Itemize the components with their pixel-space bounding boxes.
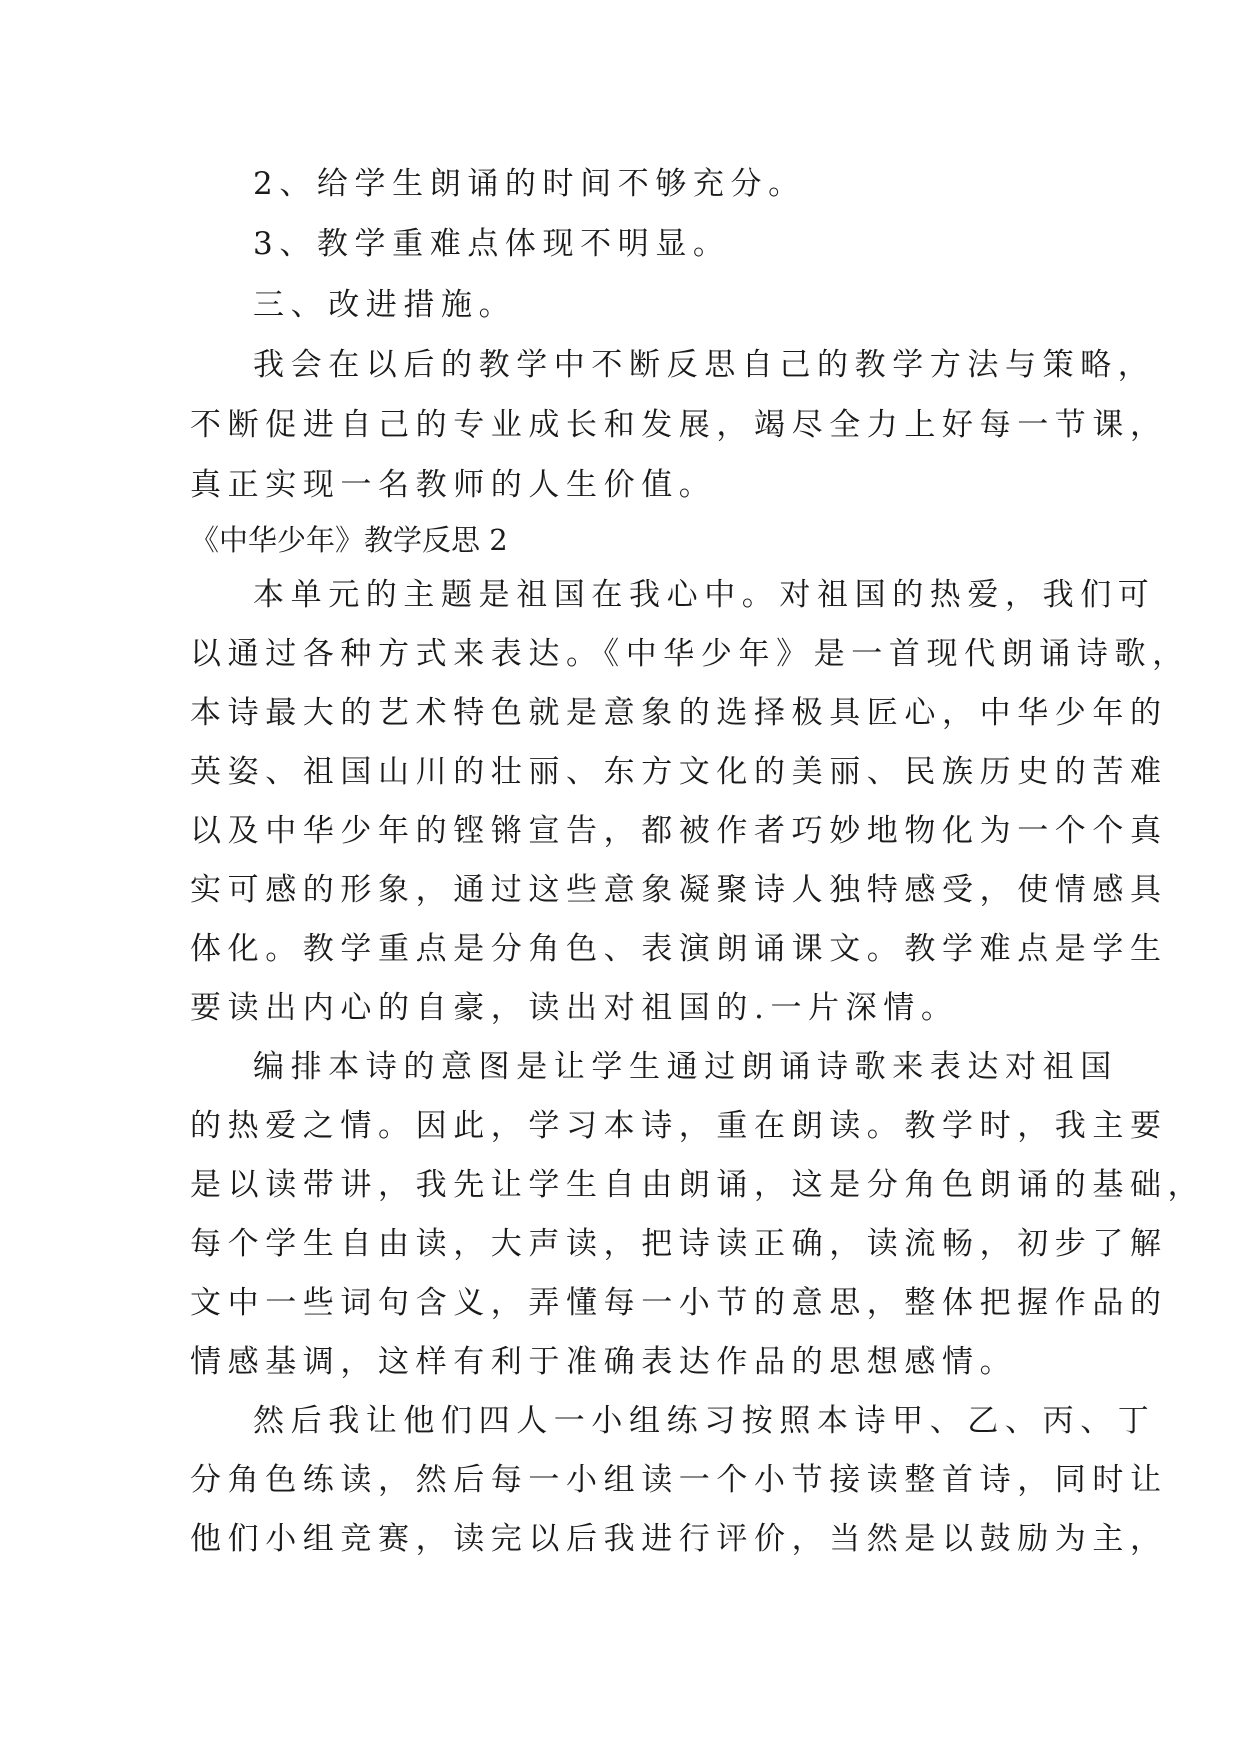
paragraph-line: 我会在以后的教学中不断反思自己的教学方法与策略， — [253, 347, 1156, 383]
paragraph-line: 以及中华少年的铿锵宣告，都被作者巧妙地物化为一个个真 — [190, 813, 1168, 849]
paragraph-line: 本单元的主题是祖国在我心中。对祖国的热爱，我们可 — [253, 577, 1156, 613]
paragraph-line: 体化。教学重点是分角色、表演朗诵课文。教学难点是学生 — [190, 931, 1168, 967]
paragraph-line: 英姿、祖国山川的壮丽、东方文化的美丽、民族历史的苦难 — [190, 754, 1168, 790]
paragraph-line: 他们小组竞赛，读完以后我进行评价，当然是以鼓励为主， — [190, 1521, 1168, 1557]
paragraph-line: 不断促进自己的专业成长和发展，竭尽全力上好每一节课， — [190, 407, 1168, 443]
paragraph-line: 编排本诗的意图是让学生通过朗诵诗歌来表达对祖国 — [253, 1049, 1118, 1085]
paragraph-line: 情感基调，这样有利于准确表达作品的思想感情。 — [190, 1344, 1018, 1380]
paragraph-line: 分角色练读，然后每一小组读一个小节接读整首诗，同时让 — [190, 1462, 1168, 1498]
list-item-3: 3、教学重难点体现不明显。 — [253, 226, 731, 262]
paragraph-line: 是以读带讲，我先让学生自由朗诵，这是分角色朗诵的基础， — [190, 1167, 1206, 1203]
paragraph-line: 本诗最大的艺术特色就是意象的选择极具匠心，中华少年的 — [190, 695, 1168, 731]
paragraph-line: 然后我让他们四人一小组练习按照本诗甲、乙、丙、丁 — [253, 1403, 1156, 1439]
paragraph-line: 真正实现一名教师的人生价值。 — [190, 467, 717, 503]
paragraph-line: 的热爱之情。因此，学习本诗，重在朗读。教学时，我主要 — [190, 1108, 1168, 1144]
section-heading-improvement: 三、改进措施。 — [253, 287, 517, 323]
paragraph-line: 文中一些词句含义，弄懂每一小节的意思，整体把握作品的 — [190, 1285, 1168, 1321]
paragraph-line: 每个学生自由读，大声读，把诗读正确，读流畅，初步了解 — [190, 1226, 1168, 1262]
list-item-2: 2、给学生朗诵的时间不够充分。 — [253, 166, 806, 202]
section-title: 《中华少年》教学反思 2 — [190, 523, 508, 557]
paragraph-line: 要读出内心的自豪，读出对祖国的.一片深情。 — [190, 990, 959, 1026]
paragraph-line: 以通过各种方式来表达。《中华少年》是一首现代朗诵诗歌， — [190, 636, 1190, 672]
paragraph-line: 实可感的形象，通过这些意象凝聚诗人独特感受，使情感具 — [190, 872, 1168, 908]
